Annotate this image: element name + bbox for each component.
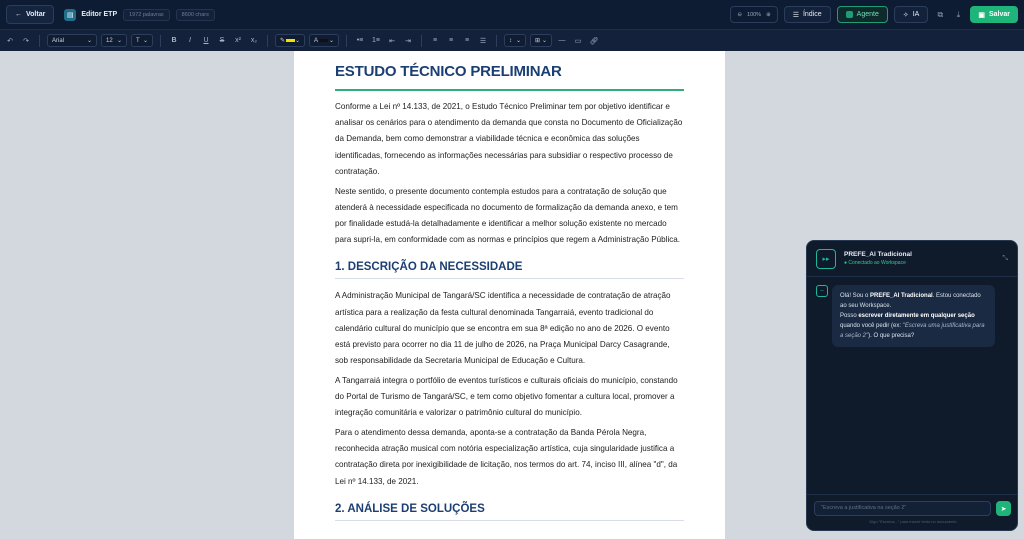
document-title: ESTUDO TÉCNICO PRELIMINAR: [335, 63, 562, 80]
connection-status-text: Conectado ao Workspace: [848, 260, 906, 266]
zoom-level: 100%: [747, 11, 762, 18]
highlighter-icon: ✎: [280, 38, 286, 44]
outdent-icon[interactable]: ⇤: [389, 37, 395, 45]
chevron-down-icon: ⌄: [515, 38, 521, 44]
save-button[interactable]: [970, 6, 1018, 23]
chat-title: PREFE_AI Tradicional: [844, 251, 912, 258]
paragraph: Conforme a Lei nº 14.133, de 2021, o Estudo Técnico Preliminar tem por objetivo identificar e analisar os cenários para o atendimento da demanda que consta no Documento de Oficialização da Demanda, bem como demonstrar a viabilidade técnica e econômica das soluções identificadas, fornecendo as informações necessárias para subsidiar o respectivo processo de contratação.: [335, 102, 683, 176]
save-label: Salvar: [988, 11, 1010, 18]
bullet-list-icon[interactable]: •≡: [356, 37, 364, 44]
toolbar-divider: [346, 35, 347, 47]
section-heading: 1. DESCRIÇÃO DA NECESSIDADE: [335, 261, 684, 279]
line-spacing-select[interactable]: [504, 34, 526, 47]
formatting-toolbar: [0, 29, 1024, 51]
numbered-list-icon[interactable]: 1≡: [372, 37, 380, 44]
app-title: Editor ETP: [81, 11, 118, 18]
chevron-down-icon: ⌄: [116, 38, 122, 44]
message-example: "Escreva uma justificativa para a seção 2": [840, 323, 985, 339]
chat-title-group: [844, 251, 912, 266]
font-family-select[interactable]: [47, 34, 97, 47]
magic-wand-icon: ✧: [902, 11, 909, 19]
index-label: Índice: [802, 11, 822, 18]
collapse-icon[interactable]: ⤡: [1002, 254, 1008, 262]
chat-hint: Digo "Escreva..." para inserir texto no documento: [869, 519, 957, 524]
text-color-swatch: [319, 39, 328, 42]
connection-status: ● Conectado ao Workspace: [844, 260, 906, 266]
ai-chat-panel: [806, 240, 1018, 531]
bold-icon[interactable]: B: [171, 37, 177, 44]
toolbar-divider: [267, 35, 268, 47]
subscript-icon[interactable]: x₂: [250, 37, 258, 44]
font-size-select[interactable]: [101, 34, 127, 47]
zoom-control[interactable]: [730, 6, 777, 23]
section-heading: 2. ANÁLISE DE SOLUÇÕES: [335, 503, 684, 521]
send-icon: ➤: [1000, 505, 1007, 513]
back-button[interactable]: [6, 5, 54, 24]
chat-input[interactable]: "Escreva a justificativa na seção 2": [814, 501, 991, 516]
document-page[interactable]: [294, 51, 725, 539]
zoom-in-icon[interactable]: ⊕: [766, 11, 771, 18]
font-size-value: 12: [106, 37, 113, 44]
superscript-icon[interactable]: x²: [235, 37, 241, 44]
table-select[interactable]: [530, 34, 552, 47]
document-icon: ▤: [64, 9, 76, 21]
image-icon[interactable]: ▭: [574, 37, 582, 45]
message-text: Posso: [840, 313, 859, 319]
paragraph: Para o atendimento dessa demanda, aponta-se a contratação da Banda Pérola Negra, reconhecida atração musical com notória especialização artística, cuja singularidade justifica a contratação direta por inexigibilidade de licitação, nos termos do art. 74, inciso III, alínea "d", da Lei nº 14.133, de 2021.: [335, 427, 678, 486]
chevron-down-icon: ⌄: [294, 38, 300, 44]
toolbar-divider: [421, 35, 422, 47]
align-left-icon[interactable]: ≡: [432, 37, 438, 44]
agent-button[interactable]: [837, 6, 888, 23]
ai-button[interactable]: [894, 6, 929, 23]
message-emphasis: escrever diretamente em qualquer seção: [858, 313, 975, 319]
table-icon: ⊞: [535, 38, 541, 44]
italic-icon[interactable]: I: [189, 37, 191, 44]
chevron-down-icon: ⌄: [86, 38, 92, 44]
copy-icon[interactable]: ⧉: [937, 9, 944, 19]
indent-icon[interactable]: ⇥: [405, 37, 411, 45]
strikethrough-icon[interactable]: S: [219, 37, 225, 44]
agent-icon: [846, 11, 853, 18]
chevron-down-icon: ⌄: [328, 38, 334, 44]
highlight-swatch: [286, 39, 295, 42]
undo-icon[interactable]: ↶: [7, 37, 13, 45]
list-icon: ☰: [792, 11, 799, 19]
word-count: 1972 palavras: [123, 9, 170, 21]
text-color-icon: A: [314, 37, 319, 44]
save-icon: ▣: [978, 11, 985, 19]
text-style-value: T: [136, 37, 140, 44]
font-family-value: Arial: [52, 37, 65, 44]
arrow-left-icon: ←: [15, 11, 22, 18]
underline-icon[interactable]: U: [203, 37, 209, 44]
message-bot-name: PREFE_AI Tradicional: [870, 293, 933, 299]
message-text: quando você pedir (ex:: [840, 323, 903, 329]
toolbar-divider: [496, 35, 497, 47]
top-actions: [730, 6, 1018, 23]
download-icon[interactable]: ⤓: [956, 9, 961, 19]
paragraph: A Tangarraiá integra o portfólio de eventos turísticos e culturais oficiais do município, constando do Portal de Turismo de Tangará/SC, e tem como objetivo fomentar a cultura local, promover a integração comunitária e valorizar o patrimônio cultural do município.: [335, 375, 678, 418]
justify-icon[interactable]: ☰: [479, 37, 487, 45]
back-label: Voltar: [26, 11, 46, 18]
title-divider: [335, 89, 684, 91]
toolbar-divider: [160, 35, 161, 47]
message-bubble: [832, 285, 995, 347]
horizontal-rule-icon[interactable]: —: [558, 37, 566, 44]
top-bar: [0, 0, 1024, 29]
text-color-picker[interactable]: [309, 34, 339, 47]
line-spacing-icon: ↕: [509, 37, 512, 44]
paragraph: A Administração Municipal de Tangará/SC identifica a necessidade de contratação de atração artística para a realização da festa cultural denominada Tangarraiá, evento tradicional do calendário cultural do município que se encontra em sua 8ª edição no ano de 2026. O evento está previsto para ocorrer no dia 11 de julho de 2026, na Praça Municipal Darcy Casagrande, sob responsabilidade da Secretaria Municipal de Educação e Cultura.: [335, 291, 671, 366]
redo-icon[interactable]: ↷: [23, 37, 29, 45]
zoom-out-icon[interactable]: ⊖: [737, 11, 742, 18]
text-style-select[interactable]: [131, 34, 153, 47]
highlight-color-picker[interactable]: [275, 34, 305, 47]
align-center-icon[interactable]: ≡: [448, 37, 454, 44]
agent-label: Agente: [856, 11, 879, 18]
ai-label: IA: [912, 11, 920, 18]
bot-avatar-icon: –: [816, 285, 828, 297]
chat-composer: [807, 494, 1018, 530]
chat-header: [807, 241, 1017, 277]
chat-input-group: [814, 501, 1012, 516]
chevron-down-icon: ⌄: [142, 38, 148, 44]
chat-message: [807, 277, 1017, 347]
index-button[interactable]: [784, 6, 831, 23]
char-count: 8600 chars: [176, 9, 215, 21]
align-right-icon[interactable]: ≡: [464, 37, 470, 44]
chevron-down-icon: ⌄: [541, 38, 547, 44]
message-text: Olá! Sou o: [840, 293, 871, 299]
paragraph: Neste sentido, o presente documento contempla estudos para a contratação de solução que atenderá à necessidade especificada no documento de formalização da demanda anexo, e tem por finalidade estudá-la detalhadamente e identificar a melhor solução existente no mercado para supri-la, em conformidade com as normas e princípios que regem a Administração Pública.: [335, 186, 681, 245]
send-button[interactable]: [996, 501, 1011, 516]
message-text: ). O que precisa?: [868, 333, 915, 339]
bot-logo-icon: ▸▸: [816, 249, 836, 269]
link-icon[interactable]: 🔗︎: [589, 37, 599, 45]
message-text: . Estou conectado ao seu Workspace.: [840, 293, 981, 309]
toolbar-divider: [39, 35, 40, 47]
